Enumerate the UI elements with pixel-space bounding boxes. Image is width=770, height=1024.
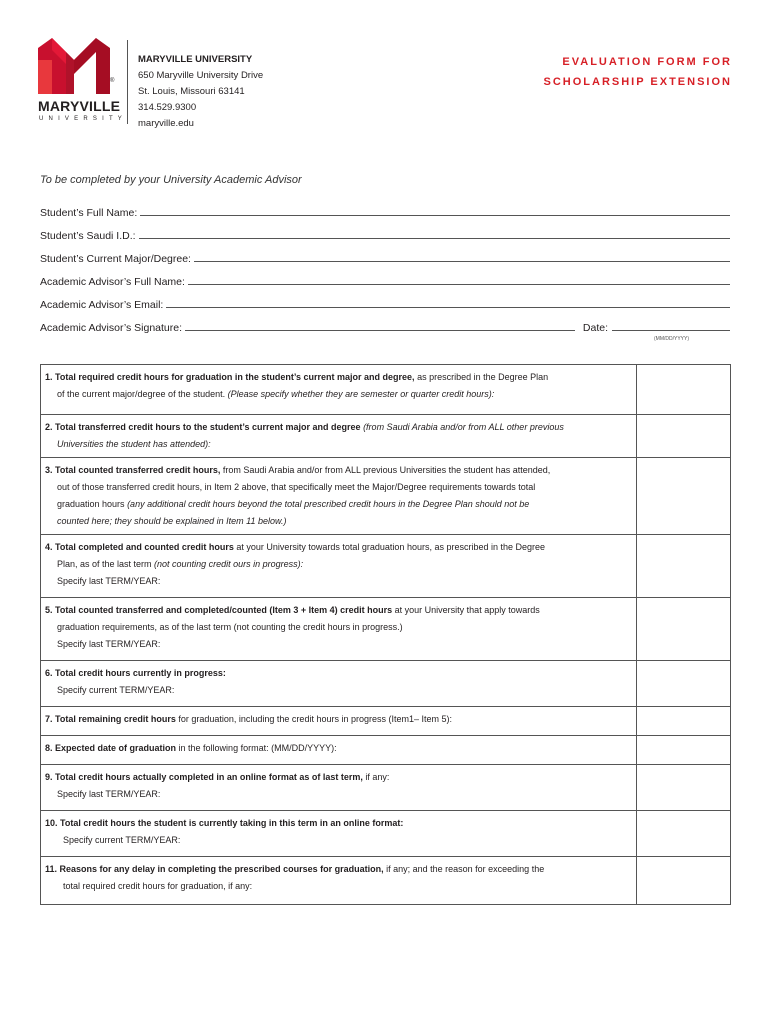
- item-4-text: at your University towards total graduation hours, as prescribed in the Degree: [233, 542, 546, 552]
- item-5-answer[interactable]: [638, 598, 730, 660]
- advisor-name-label: Academic Advisor’s Full Name:: [40, 276, 185, 288]
- item-7-bold: 7. Total remaining credit hours: [45, 714, 176, 724]
- item-11-text: if any; and the reason for exceeding the: [383, 864, 545, 874]
- item-9-answer[interactable]: [638, 765, 730, 810]
- website: maryville.edu: [138, 118, 194, 129]
- item-9-question: [41, 765, 637, 810]
- table-row-6: [41, 661, 730, 707]
- maryville-m-icon: [38, 38, 110, 94]
- item-2-answer[interactable]: [638, 415, 730, 457]
- address-line-1: 650 Maryville University Drive: [138, 70, 264, 81]
- item-10-question: [41, 811, 637, 856]
- student-full-name-label: Student’s Full Name:: [40, 207, 138, 219]
- item-7-question: [41, 707, 637, 735]
- item-11-answer[interactable]: [638, 857, 730, 904]
- student-major-label: Student’s Current Major/Degree:: [40, 253, 191, 265]
- address-block: [138, 52, 263, 132]
- item-6-line2: Specify current TERM/YEAR:: [57, 685, 175, 695]
- university-name: MARYVILLE UNIVERSITY: [138, 54, 253, 65]
- item-3-italic3: (any additional credit hours beyond the total prescribed credit hours in the Degree Plan should not be: [124, 499, 530, 509]
- item-10-line2: Specify current TERM/YEAR:: [63, 835, 181, 845]
- item-11-bold: 11. Reasons for any delay in completing the prescribed courses for graduation,: [45, 864, 384, 874]
- form-title-line-1: EVALUATION FORM FOR: [562, 56, 732, 68]
- item-5-question: [41, 598, 637, 660]
- table-row-3: [41, 458, 730, 535]
- item-3-answer[interactable]: [638, 458, 730, 534]
- item-5-line3: Specify last TERM/YEAR:: [57, 639, 161, 649]
- date-line[interactable]: [612, 330, 730, 331]
- table-row-7: [41, 707, 730, 736]
- item-11-question: [41, 857, 637, 904]
- item-7-text: for graduation, including the credit hours in progress (Item1– Item 5):: [175, 714, 452, 724]
- item-6-answer[interactable]: [638, 661, 730, 706]
- student-major-field[interactable]: [40, 249, 730, 265]
- student-saudi-id-field[interactable]: [40, 226, 730, 242]
- address-line-2: St. Louis, Missouri 63141: [138, 86, 245, 97]
- item-1-text: as prescribed in the Degree Plan: [414, 372, 549, 382]
- table-row-5: [41, 598, 730, 661]
- advisor-name-line[interactable]: [188, 284, 730, 285]
- item-5-bold: 5. Total counted transferred and completed/counted (Item 3 + Item 4) credit hours: [45, 605, 393, 615]
- item-6-question: [41, 661, 637, 706]
- item-3-line2: out of those transferred credit hours, in Item 2 above, that specifically meet the Major/Degree requirements towards total: [57, 482, 536, 492]
- form-title: [544, 52, 733, 92]
- item-3-question: [41, 458, 637, 534]
- form-title-line-2: SCHOLARSHIP EXTENSION: [543, 76, 732, 88]
- item-9-line2: Specify last TERM/YEAR:: [57, 789, 161, 799]
- item-3-line3: graduation hours: [57, 499, 125, 509]
- item-8-answer[interactable]: [638, 736, 730, 764]
- item-11-line2: total required credit hours for graduation, if any:: [63, 881, 253, 891]
- advisor-signature-label: Academic Advisor’s Signature:: [40, 322, 183, 334]
- header-divider: [127, 40, 128, 124]
- item-4-line3: Specify last TERM/YEAR:: [57, 576, 161, 586]
- item-4-italic2: (not counting credit ours in progress):: [151, 559, 304, 569]
- item-10-bold: 10. Total credit hours the student is currently taking in this term in an online format:: [45, 818, 404, 828]
- item-2-line2: Universities the student has attended):: [57, 439, 211, 449]
- item-2-bold: 2. Total transferred credit hours to the student’s current major and degree: [45, 422, 361, 432]
- table-row-2: [41, 415, 730, 458]
- item-7-answer[interactable]: [638, 707, 730, 735]
- advisor-signature-field[interactable]: [40, 318, 730, 334]
- item-9-bold: 9. Total credit hours actually completed in an online format as of last term,: [45, 772, 363, 782]
- registered-mark: ®: [110, 78, 115, 84]
- item-10-answer[interactable]: [638, 811, 730, 856]
- form-instruction: To be completed by your University Academic Advisor: [40, 174, 302, 186]
- table-row-11: [41, 857, 730, 904]
- item-5-text: at your University that apply towards: [392, 605, 540, 615]
- phone-number: 314.529.9300: [138, 102, 197, 113]
- date-format-hint: (MM/DD/YYYY): [654, 336, 689, 342]
- item-4-line2: Plan, as of the last term: [57, 559, 152, 569]
- item-8-question: [41, 736, 637, 764]
- advisor-name-field[interactable]: [40, 272, 730, 288]
- item-1-line2: of the current major/degree of the student.: [57, 389, 226, 399]
- student-full-name-field[interactable]: [40, 203, 730, 219]
- table-row-1: [41, 365, 730, 415]
- item-3-line4: counted here; they should be explained in Item 11 below.): [57, 516, 287, 526]
- table-row-9: [41, 765, 730, 811]
- item-4-bold: 4. Total completed and counted credit hours: [45, 542, 234, 552]
- date-label: Date:: [582, 322, 608, 334]
- item-2-question: [41, 415, 637, 457]
- evaluation-table: [40, 364, 731, 905]
- advisor-email-field[interactable]: [40, 295, 730, 311]
- item-1-italic: (Please specify whether they are semester or quarter credit hours):: [225, 389, 495, 399]
- item-3-bold: 3. Total counted transferred credit hours,: [45, 465, 221, 475]
- table-row-8: [41, 736, 730, 765]
- item-4-answer[interactable]: [638, 535, 730, 597]
- student-saudi-id-line[interactable]: [139, 238, 730, 239]
- item-6-bold: 6. Total credit hours currently in progress:: [45, 668, 226, 678]
- item-1-question: [41, 365, 637, 414]
- table-row-4: [41, 535, 730, 598]
- advisor-signature-line[interactable]: [185, 330, 575, 331]
- logo-wordmark: MARYVILLE: [38, 98, 121, 114]
- table-row-10: [41, 811, 730, 857]
- item-4-question: [41, 535, 637, 597]
- item-8-bold: 8. Expected date of graduation: [45, 743, 177, 753]
- maryville-logo: [36, 38, 128, 128]
- advisor-email-label: Academic Advisor’s Email:: [40, 299, 164, 311]
- item-1-bold: 1. Total required credit hours for graduation in the student’s current major and degree,: [45, 372, 415, 382]
- item-8-text: in the following format: (MM/DD/YYYY):: [176, 743, 337, 753]
- student-saudi-id-label: Student’s Saudi I.D.:: [40, 230, 136, 242]
- student-major-line[interactable]: [194, 261, 730, 262]
- advisor-email-line[interactable]: [166, 307, 730, 308]
- item-3-text: from Saudi Arabia and/or from ALL previous Universities the student has attended,: [220, 465, 551, 475]
- item-9-text: if any:: [362, 772, 390, 782]
- item-5-line2: graduation requirements, as of the last term (not counting the credit hours in progress.): [57, 622, 403, 632]
- student-full-name-line[interactable]: [140, 215, 730, 216]
- logo-subtitle: UNIVERSITY: [39, 116, 128, 122]
- item-1-answer[interactable]: [638, 365, 730, 414]
- item-2-italic: (from Saudi Arabia and/or from ALL other previous: [360, 422, 564, 432]
